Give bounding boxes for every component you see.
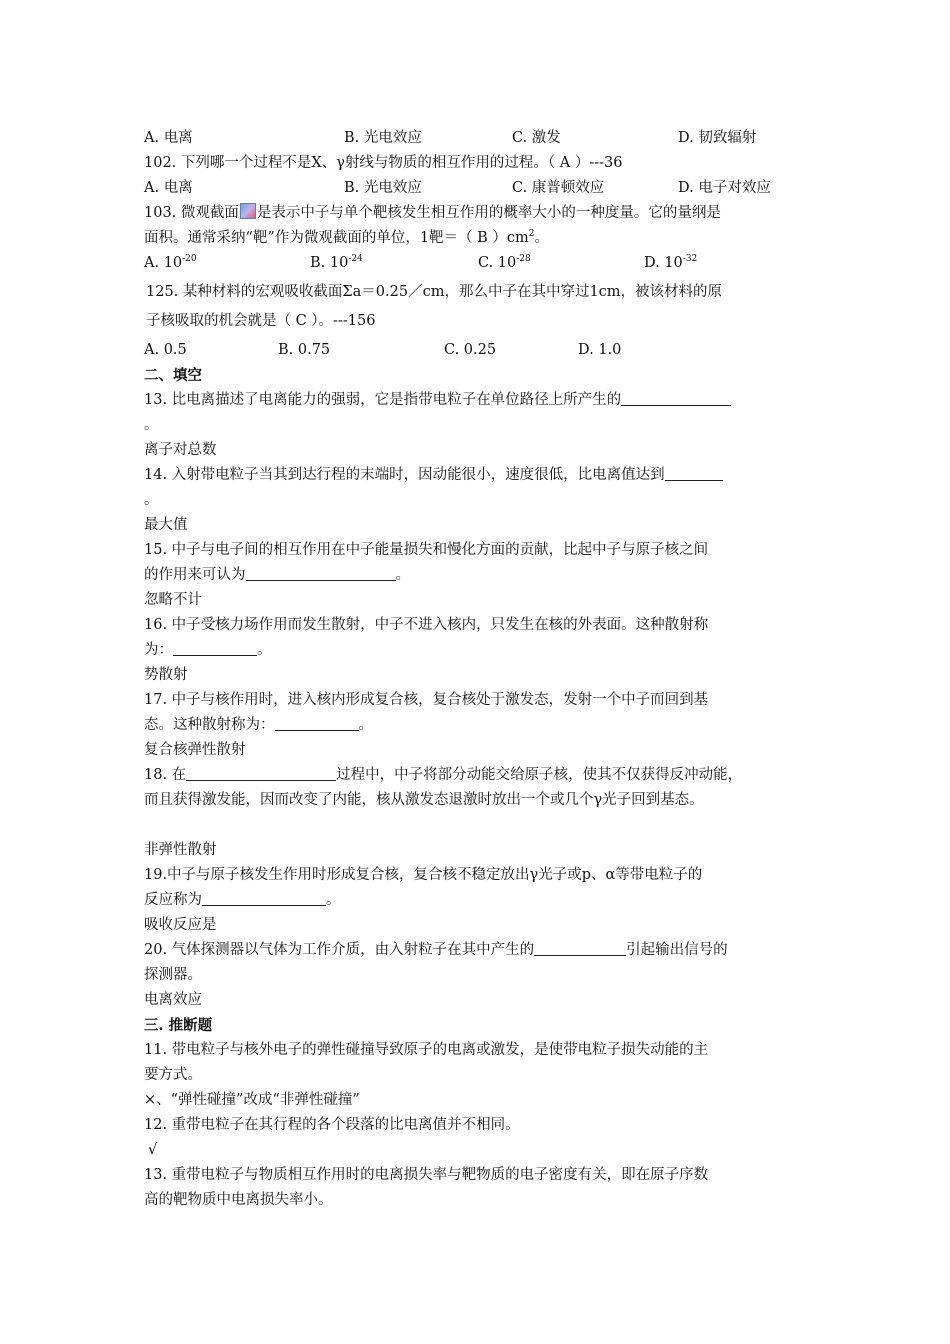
f14-line2: 。 [144, 492, 159, 508]
f16-text: 为： [144, 642, 173, 658]
f13-line1 [144, 388, 808, 413]
q102-option-a: A. 电离 [144, 180, 193, 196]
q103-line1-suffix: 是表示中子与单个靶核发生相互作用的概率大小的一种度量。它的量纲是 [256, 205, 721, 221]
q103-option-d-base: D. 10 [644, 255, 683, 271]
j13-line1: 13. 重带电粒子与物质相互作用时的电离损失率与靶物质的电子密度有关，即在原子序数 [144, 1167, 709, 1183]
q103-option-c-base: C. 10 [478, 255, 517, 271]
q103-option-c [478, 251, 531, 276]
q101-options [144, 126, 808, 151]
q101-option-b: B. 光电效应 [344, 130, 422, 146]
f16-line1: 16. 中子受核力场作用而发生散射，中子不进入核内，只发生在核的外表面。这种散射称 [144, 617, 709, 633]
f20-text-a: 20. 气体探测器以气体为工作介质，由入射粒子在其中产生的 [144, 942, 535, 958]
f19-answer: 吸收反应是 [144, 917, 217, 933]
f18-blank [186, 765, 336, 781]
f20-line2: 探测器。 [144, 967, 202, 983]
q103-line2-text: 面积。通常采纳“靶”作为微观截面的单位，1靶＝（ B ）cm [144, 230, 529, 246]
f19-line2 [144, 888, 808, 913]
q101-option-c: C. 激发 [512, 130, 561, 146]
f17-blank [275, 715, 359, 731]
q125-option-d: D. 1.0 [578, 342, 622, 358]
q103-option-b-base: B. 10 [310, 255, 349, 271]
sigma-image-icon [240, 203, 256, 219]
f16-line2 [144, 638, 808, 663]
q125-line2: 子核吸取的机会就是（ C ）。---156 [146, 313, 376, 329]
q103-option-b-exp: -24 [348, 254, 363, 264]
q101-option-a: A. 电离 [144, 130, 193, 146]
f18-answer: 非弹性散射 [144, 842, 217, 858]
j12-answer: √ [148, 1142, 158, 1158]
f13-blank [621, 390, 731, 406]
section3-title: 三. 推断题 [144, 1017, 213, 1034]
f17-line1: 17. 中子与核作用时，进入核内形成复合核，复合核处于激发态，发射一个中子而回到基 [144, 692, 709, 708]
q102-text: 102. 下列哪一个过程不是X、γ射线与物质的相互作用的过程。（ A ）---36 [144, 155, 623, 171]
f19-line1: 19.中子与原子核发生作用时形成复合核，复合核不稳定放出γ光子或p、α等带电粒子的 [144, 867, 703, 883]
f14-text: 14. 入射带电粒子当其到达行程的末端时，因动能很小，速度很低，比电离值达到 [144, 467, 665, 483]
f18-text-a: 18. 在 [144, 767, 187, 783]
f20-text-b: 引起输出信号的 [626, 942, 728, 958]
f20-blank [534, 940, 626, 956]
f16-end: 。 [257, 642, 272, 658]
section2-title: 二、填空 [144, 367, 202, 384]
f19-text: 反应称为 [144, 892, 202, 908]
f14-answer: 最大值 [144, 517, 188, 533]
f19-end: 。 [326, 892, 341, 908]
q103-option-d-exp: -32 [682, 254, 698, 264]
j13-line2: 高的靶物质中电离损失率小。 [144, 1192, 333, 1208]
q103-line2 [144, 226, 808, 251]
j11-answer: ×、“弹性碰撞”改成“非弹性碰撞” [144, 1092, 360, 1108]
f17-text: 态。这种散射称为： [144, 717, 275, 733]
f18-text-b: 过程中，中子将部分动能交给原子核，使其不仅获得反冲动能， [336, 767, 743, 783]
j11-line1: 11. 带电粒子与核外电子的弹性碰撞导致原子的电离或激发，是使带电粒子损失动能的主 [144, 1042, 709, 1058]
f20-answer: 电离效应 [144, 992, 202, 1008]
f13-line2: 。 [144, 417, 159, 433]
q101-option-d: D. 韧致辐射 [678, 130, 757, 146]
f16-blank [173, 640, 257, 656]
q103-option-a-exp: -20 [182, 254, 197, 264]
q102-option-d: D. 电子对效应 [678, 180, 771, 196]
q103-line2-end: 。 [534, 230, 550, 246]
f20-line1 [144, 938, 808, 963]
f13-text: 13. 比电离描述了电离能力的强弱，它是指带电粒子在单位路径上所产生的 [144, 392, 622, 408]
q103-line1-prefix: 103. 微观截面 [144, 205, 239, 221]
f15-text: 的作用来可认为 [144, 567, 246, 583]
q102-options [144, 176, 808, 201]
f18-line1 [144, 763, 808, 788]
f13-answer: 离子对总数 [144, 442, 217, 458]
q103-option-a-base: A. 10 [144, 255, 183, 271]
q103-options [144, 251, 808, 276]
f15-answer: 忽略不计 [144, 592, 202, 608]
f19-blank [202, 890, 326, 906]
f16-answer: 势散射 [144, 667, 188, 683]
f14-blank [665, 465, 723, 481]
f17-line2 [144, 713, 808, 738]
q125-options [144, 338, 808, 363]
q125-line1: 125. 某种材料的宏观吸收截面Σa＝0.25／cm，那么中子在其中穿过1cm，被该材料的原 [146, 284, 723, 300]
f15-line1: 15. 中子与电子间的相互作用在中子能量损失和慢化方面的贡献，比起中子与原子核之间 [144, 542, 709, 558]
q103-option-a [144, 251, 197, 276]
f15-end: 。 [395, 567, 410, 583]
q102-option-b: B. 光电效应 [344, 180, 422, 196]
q102-option-c: C. 康普顿效应 [512, 180, 605, 196]
document-content [144, 126, 808, 1213]
f15-line2 [144, 563, 808, 588]
f14-line1 [144, 463, 808, 488]
q103-line1 [144, 201, 808, 226]
f17-answer: 复合核弹性散射 [144, 742, 246, 758]
q125-option-a: A. 0.5 [144, 342, 187, 358]
q103-option-b [310, 251, 363, 276]
f18-spacer [144, 813, 808, 838]
q103-line2-sup: 2 [528, 229, 535, 239]
j12-line1: 12. 重带电粒子在其行程的各个段落的比电离值并不相同。 [144, 1117, 520, 1133]
j11-line2: 要方式。 [144, 1067, 202, 1083]
q125-option-b: B. 0.75 [278, 342, 331, 358]
f17-end: 。 [358, 717, 373, 733]
q103-option-d [644, 251, 697, 276]
q125-option-c: C. 0.25 [444, 342, 497, 358]
q103-option-c-exp: -28 [516, 254, 531, 264]
f18-line2: 而且获得激发能，因而改变了内能，核从激发态退激时放出一个或几个γ光子回到基态。 [144, 792, 704, 808]
f15-blank [246, 565, 396, 581]
